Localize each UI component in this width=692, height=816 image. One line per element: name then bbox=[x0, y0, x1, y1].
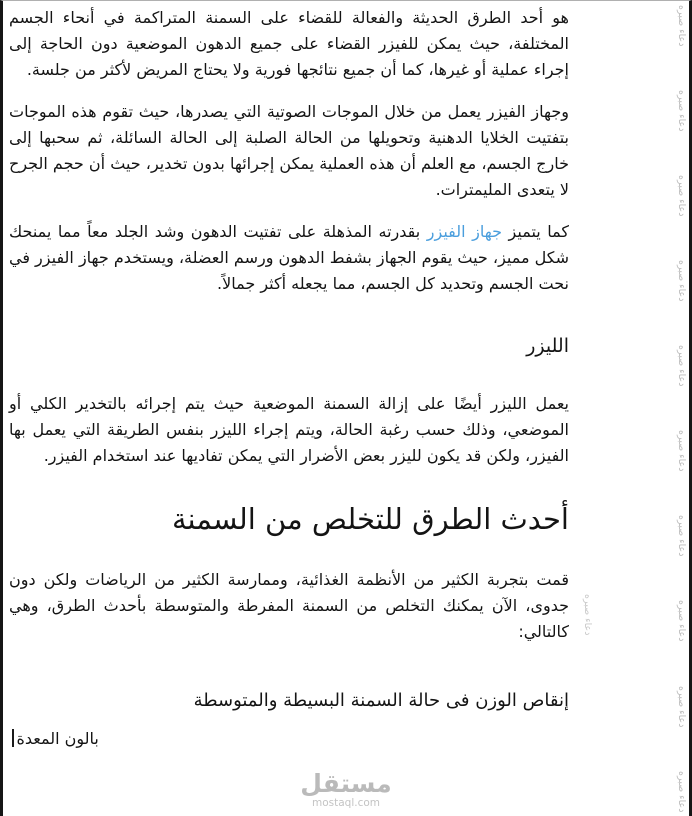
mostaql-logo: مستقل bbox=[300, 769, 392, 798]
gastric-balloon-text: بالون المعدة bbox=[16, 729, 99, 748]
watermark-column bbox=[676, 1, 687, 816]
paragraph-vaser-mechanism: وجهاز الفيزر يعمل من خلال الموجات الصوتية التي يصدرها، حيث تقوم هذه الموجات بتفتيت الخلايا الدهنية وتحويلها من الحالة الصلبة إلى الحالة السائلة، ثم سحبها إلى خارج الجسم، مع العلم أن هذه العملية يمكن إجرائها بدون تخدير، حيث أن حجم الجرح لا يتعدى المليمترات. bbox=[9, 102, 569, 199]
side-watermark-text: دعاء صبره bbox=[676, 515, 687, 557]
text-after-link: بقدرته المذهلة على تفتيت الدهون وشد الجلد معاً مما يمنحك شكل مميز، حيث يقوم الجهاز بشفط الدهون ورسم العضلة، ويستخدم جهاز الفيزر في نحت الجسم وتحديد كل الجسم، مما يجعله أكثر جمالاً. bbox=[8, 222, 569, 293]
side-watermark-text: دعاء صبره bbox=[676, 770, 687, 812]
paragraph-vaser-intro: هو أحد الطرق الحديثة والفعالة للقضاء على السمنة المتراكمة في أنحاء الجسم المختلفة، حيث يمكن للفيزر القضاء على جميع الدهون الموضعية دون الحاجة إلى إجراء عملية أو غيرها، كما أن جميع نتائجها فورية ولا يحتاج المريض لأكثر من جلسة. bbox=[9, 8, 569, 79]
footer-watermark bbox=[300, 771, 391, 810]
paragraph-laser: يعمل الليزر أيضًا على إزالة السمنة الموضعية حيث يتم إجرائه بالتخدير الكلي أو الموضعي، وذلك حسب رغبة الحالة، ويتم إجراء الليزر بنفس الطريقة التي يعمل بها الفيزر، ولكن قد يكون لليزر بعض الأضرار التي يمكن تفاديها عند استخدام الفيزر. bbox=[9, 394, 569, 465]
heading-laser: الليزر bbox=[526, 335, 569, 357]
side-watermark-text: دعاء صبره bbox=[676, 430, 687, 472]
article-body[interactable] bbox=[9, 5, 569, 751]
mostaql-url: mostaql.com bbox=[311, 797, 381, 809]
side-watermark-text: دعاء صبره bbox=[676, 260, 687, 302]
vaser-device-link[interactable]: جهاز الفيزر bbox=[426, 222, 502, 241]
text-before-link: كما يتميز bbox=[502, 222, 570, 241]
paragraph-vaser-features bbox=[9, 219, 569, 297]
side-watermark-text: دعاء صبره bbox=[676, 685, 687, 727]
text-cursor bbox=[12, 729, 14, 747]
side-watermark-text: دعاء صبره bbox=[676, 5, 687, 47]
watermark-inline: دعاء صبره bbox=[582, 594, 593, 636]
side-watermark-text: دعاء صبره bbox=[676, 90, 687, 132]
side-watermark-text: دعاء صبره bbox=[676, 175, 687, 217]
heading-latest-methods: أحدث الطرق للتخلص من السمنة bbox=[171, 502, 569, 536]
line-gastric-balloon[interactable] bbox=[9, 727, 569, 751]
side-watermark-text: دعاء صبره bbox=[676, 345, 687, 387]
paragraph-methods-intro: قمت بتجربة الكثير من الأنظمة الغذائية، وممارسة الكثير من الرياضات ولكن دون جدوى، الآن يمكنك التخلص من السمنة المفرطة والمتوسطة بأحدث الطرق، وهي كالتالي: bbox=[9, 570, 569, 641]
side-watermark-text: دعاء صبره bbox=[676, 600, 687, 642]
heading-simple-obesity: إنقاص الوزن فى حالة السمنة البسيطة والمتوسطة bbox=[193, 690, 569, 711]
